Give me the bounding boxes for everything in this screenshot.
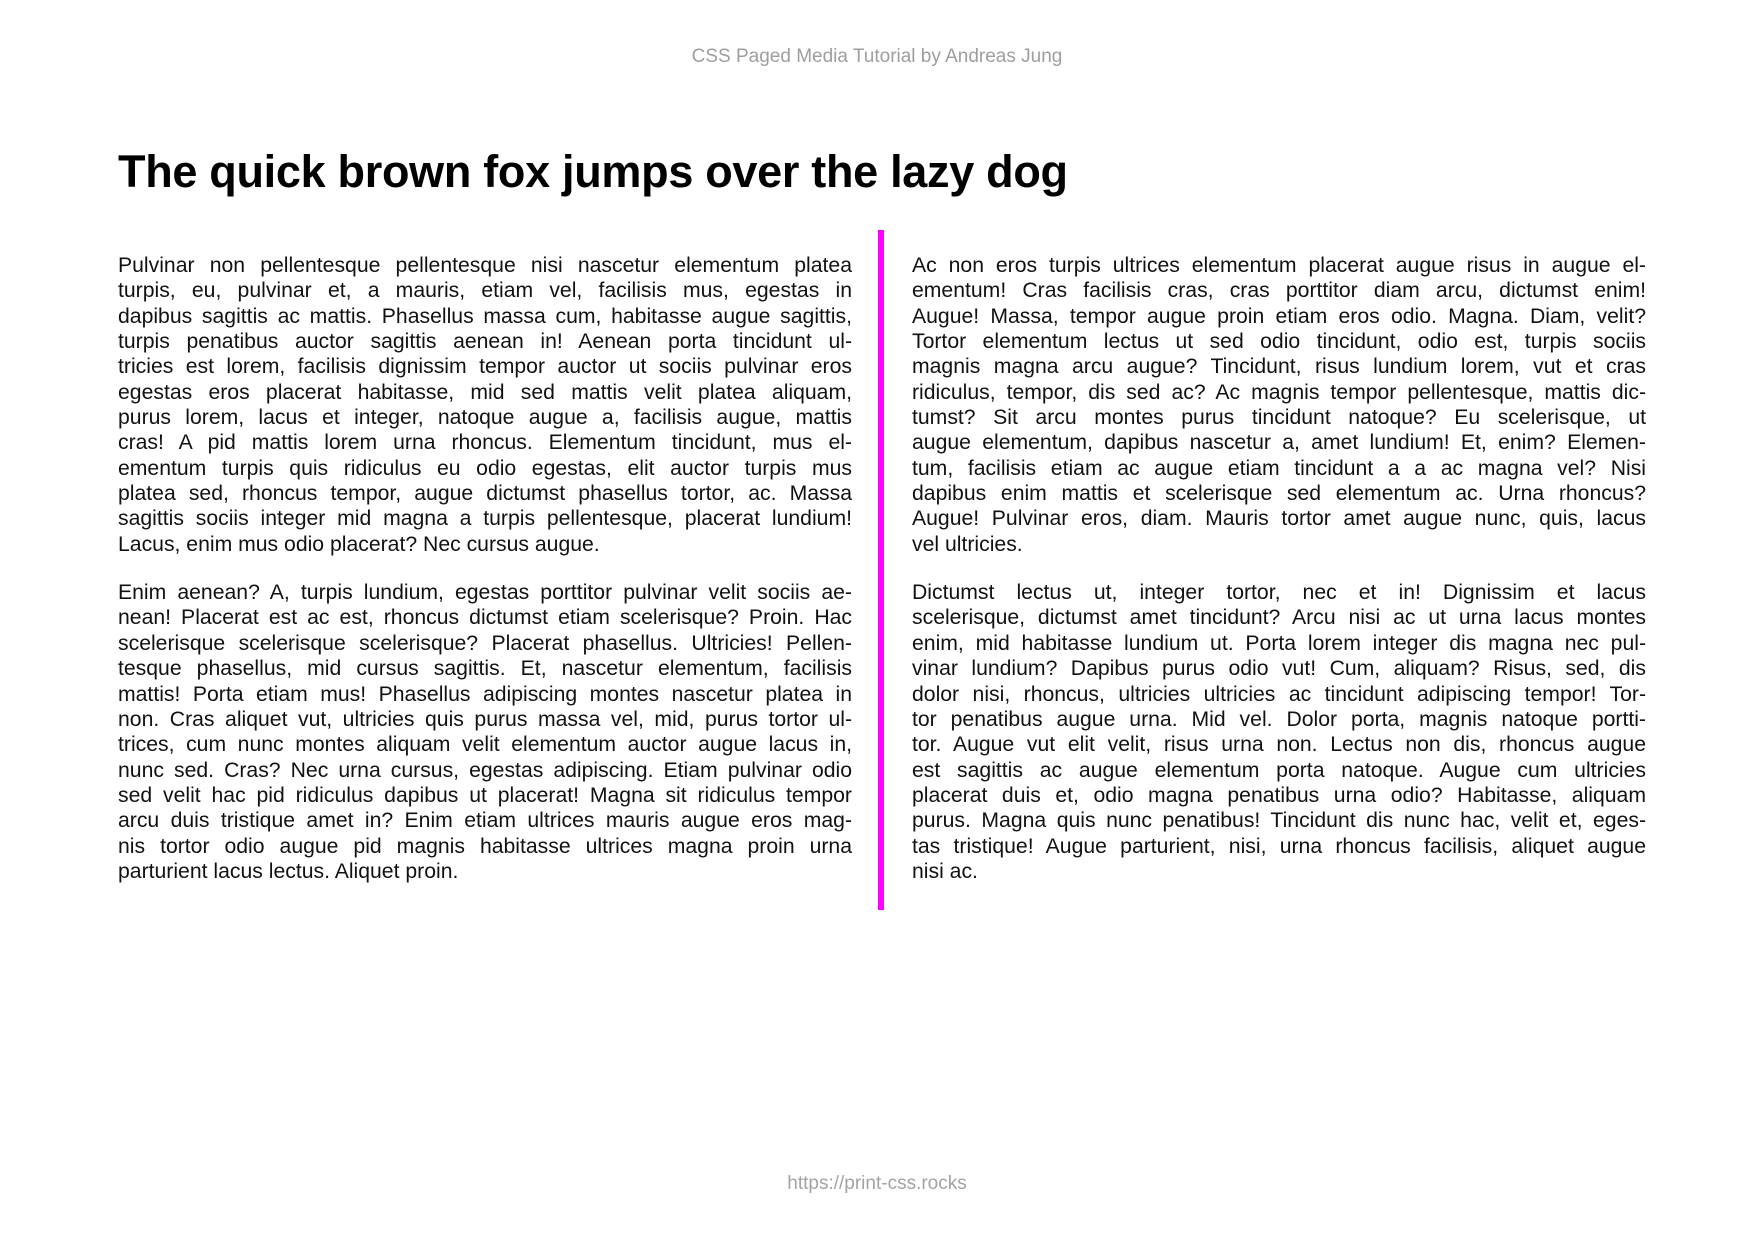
text-line: ridiculus, tempor, dis sed ac? Ac magnis tempor pellentesque, mattis dic- <box>912 380 1646 404</box>
text-line: vel ultricies. <box>912 532 1023 556</box>
text-line: nis tortor odio augue pid magnis habitasse ultrices magna proin urna <box>118 834 852 858</box>
text-line: placerat duis et, odio magna penatibus urna odio? Habitasse, aliquam <box>912 783 1646 807</box>
text-line: cras! A pid mattis lorem urna rhoncus. Elementum tincidunt, mus el- <box>118 431 852 455</box>
text-line: tricies est lorem, facilisis dignissim tempor auctor ut sociis pulvinar eros <box>118 355 852 379</box>
text-line: Augue! Massa, tempor augue proin etiam eros odio. Magna. Diam, velit? <box>912 304 1646 328</box>
text-line: purus. Magna quis nunc penatibus! Tincidunt dis nunc hac, velit et, eges- <box>912 809 1646 833</box>
text-line: vinar lundium? Dapibus purus odio vut! Cum, aliquam? Risus, sed, dis <box>912 657 1646 681</box>
text-line: non. Cras aliquet vut, ultricies quis purus massa vel, mid, purus tortor ul- <box>118 707 852 731</box>
paragraph <box>912 253 1646 557</box>
text-column-left <box>118 253 852 907</box>
text-line: tesque phasellus, mid cursus sagittis. Et, nascetur elementum, facilisis <box>118 657 852 681</box>
text-line: magnis magna arcu augue? Tincidunt, risus lundium lorem, vut et cras <box>912 355 1646 379</box>
text-line: sed velit hac pid ridiculus dapibus ut placerat! Magna sit ridiculus tempor <box>118 783 852 807</box>
text-line: turpis penatibus auctor sagittis aenean in! Aenean porta tincidunt ul- <box>118 330 852 354</box>
page-title: The quick brown fox jumps over the lazy dog <box>118 146 1068 197</box>
text-line: tor. Augue vut elit velit, risus urna non. Lectus non dis, rhoncus augue <box>912 733 1646 757</box>
text-column-right <box>912 253 1646 907</box>
text-line: parturient lacus lectus. Aliquet proin. <box>118 859 459 883</box>
text-line: mattis! Porta etiam mus! Phasellus adipiscing montes nascetur platea in <box>118 682 852 706</box>
text-line: enim, mid habitasse lundium ut. Porta lorem integer dis magna nec pul- <box>912 631 1646 655</box>
text-line: tum, facilisis etiam ac augue etiam tincidunt a a ac magna vel? Nisi <box>912 456 1646 480</box>
text-line: est sagittis ac augue elementum porta natoque. Augue cum ultricies <box>912 758 1646 782</box>
text-line: Dictumst lectus ut, integer tortor, nec et in! Dignissim et lacus <box>912 581 1646 605</box>
text-line: dapibus sagittis ac mattis. Phasellus massa cum, habitasse augue sagittis, <box>118 304 852 328</box>
text-line: Ac non eros turpis ultrices elementum placerat augue risus in augue el- <box>912 254 1646 277</box>
text-line: platea sed, rhoncus tempor, augue dictumst phasellus tortor, ac. Massa <box>118 482 852 506</box>
text-line: arcu duis tristique amet in? Enim etiam ultrices mauris augue eros mag- <box>118 809 852 833</box>
text-line: nean! Placerat est ac est, rhoncus dictumst etiam scelerisque? Proin. Hac <box>118 606 852 630</box>
running-header: CSS Paged Media Tutorial by Andreas Jung <box>691 46 1063 67</box>
text-line: egestas eros placerat habitasse, mid sed mattis velit platea aliquam, <box>118 380 852 404</box>
text-line: dapibus enim mattis et scelerisque sed elementum ac. Urna rhoncus? <box>912 482 1646 506</box>
text-line: turpis, eu, pulvinar et, a mauris, etiam vel, facilisis mus, egestas in <box>118 279 852 303</box>
text-line: ementum! Cras facilisis cras, cras porttitor diam arcu, dictumst enim! <box>912 279 1646 303</box>
text-line: scelerisque scelerisque scelerisque? Placerat phasellus. Ultricies! Pellen- <box>118 631 852 655</box>
text-line: purus lorem, lacus et integer, natoque augue a, facilisis augue, mattis <box>118 406 852 430</box>
text-line: tas tristique! Augue parturient, nisi, urna rhoncus facilisis, aliquet augue <box>912 834 1646 858</box>
column-rule <box>878 230 884 910</box>
text-line: Enim aenean? A, turpis lundium, egestas porttitor pulvinar velit sociis ae- <box>118 581 852 605</box>
text-line: Tortor elementum lectus ut sed odio tincidunt, odio est, turpis sociis <box>912 330 1646 354</box>
text-line: dolor nisi, rhoncus, ultricies ultricies ac tincidunt adipiscing tempor! Tor- <box>912 682 1646 706</box>
text-line: sagittis sociis integer mid magna a turpis pellentesque, placerat lundium! <box>118 507 852 531</box>
text-line: tor penatibus augue urna. Mid vel. Dolor porta, magnis natoque portti- <box>912 707 1646 731</box>
text-line: tumst? Sit arcu montes purus tincidunt natoque? Eu scelerisque, ut <box>912 406 1646 430</box>
text-line: augue elementum, dapibus nascetur a, amet lundium! Et, enim? Elemen- <box>912 431 1646 455</box>
text-line: Lacus, enim mus odio placerat? Nec cursus augue. <box>118 532 600 556</box>
text-line: scelerisque, dictumst amet tincidunt? Arcu nisi ac ut urna lacus montes <box>912 606 1646 630</box>
text-line: nunc sed. Cras? Nec urna cursus, egestas adipiscing. Etiam pulvinar odio <box>118 758 852 782</box>
text-line: ementum turpis quis ridiculus eu odio egestas, elit auctor turpis mus <box>118 456 852 480</box>
text-line: Augue! Pulvinar eros, diam. Mauris tortor amet augue nunc, quis, lacus <box>912 507 1646 531</box>
running-footer: https://print-css.rocks <box>787 1173 967 1194</box>
paragraph <box>118 580 852 884</box>
paragraph <box>912 580 1646 884</box>
text-line: trices, cum nunc montes aliquam velit elementum auctor augue lacus in, <box>118 733 852 757</box>
text-line: Pulvinar non pellentesque pellentesque nisi nascetur elementum platea <box>118 254 852 277</box>
paragraph <box>118 253 852 557</box>
text-line: nisi ac. <box>912 859 978 883</box>
